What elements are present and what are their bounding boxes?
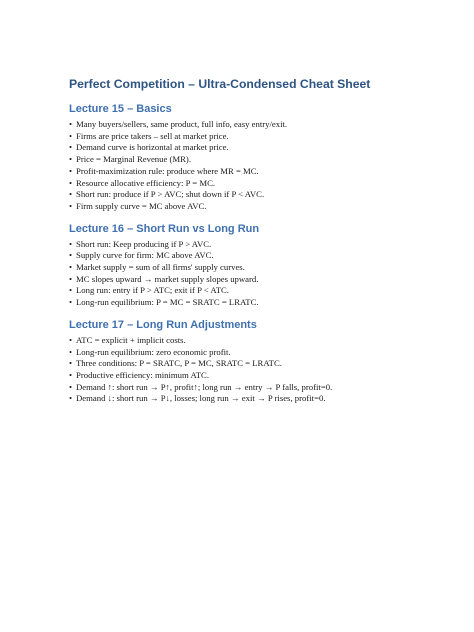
list-item-text: MC slopes upward → market supply slopes upward. [76,273,259,284]
bullet-icon: • [69,165,73,176]
bullet-icon: • [69,200,73,211]
list-item-text: Resource allocative efficiency: P = MC. [76,177,216,188]
list-item [69,131,459,143]
bullet-icon: • [69,119,73,129]
bullet-icon: • [69,334,73,345]
list-item-text: Demand curve is horizontal at market price. [76,142,229,153]
bullet-icon: • [69,285,73,296]
list-item [69,382,459,394]
list-item [69,189,459,201]
bullet-icon: • [69,250,73,261]
list-item-text: Firms are price takers – sell at market price. [76,130,229,141]
bullet-icon: • [69,346,73,357]
list-item [69,262,459,274]
list-item [69,201,459,213]
list-item [69,393,459,405]
list-item [69,142,459,154]
section-lecture-16 [69,222,459,309]
document-title: Perfect Competition – Ultra-Condensed Cheat Sheet [69,77,371,91]
cheat-sheet-page [69,76,459,414]
list-item-text: Market supply = sum of all firms' supply curves. [76,262,245,273]
bullet-icon: • [69,177,73,188]
bullet-icon: • [69,358,73,369]
list-item [69,154,459,166]
list-item-text: Demand ↑: short run → P↑, profit↑; long run → entry → P falls, profit=0. [76,381,333,392]
bullet-list [69,335,459,405]
list-item [69,119,459,131]
list-item-text: Demand ↓: short run → P↓, losses; long run → exit → P rises, profit=0. [76,393,326,404]
list-item [69,274,459,286]
bullet-icon: • [69,381,73,392]
bullet-icon: • [69,297,73,308]
bullet-icon: • [69,154,73,165]
list-item-text: ATC = explicit + implicit costs. [76,334,186,345]
list-item-text: Long-run equilibrium: P = MC = SRATC = LRATC. [76,297,259,308]
section-heading: Lecture 17 – Long Run Adjustments [69,318,257,331]
list-item [69,347,459,359]
section-lecture-15 [69,102,459,213]
list-item-text: Productive efficiency: minimum ATC. [76,369,210,380]
list-item [69,285,459,297]
list-item-text: Many buyers/sellers, same product, full info, easy entry/exit. [76,119,288,129]
bullet-icon: • [69,130,73,141]
list-item-text: Long-run equilibrium: zero economic profit. [76,346,231,357]
bullet-icon: • [69,393,73,404]
list-item-text: Price = Marginal Revenue (MR). [76,154,191,165]
list-item-text: Short run: Keep producing if P > AVC. [76,238,212,249]
bullet-list [69,239,459,309]
list-item [69,370,459,382]
bullet-icon: • [69,369,73,380]
bullet-icon: • [69,142,73,153]
list-item [69,250,459,262]
list-item [69,358,459,370]
list-item-text: Firm supply curve = MC above AVC. [76,200,207,211]
list-item-text: Three conditions: P = SRATC, P = MC, SRATC = LRATC. [76,358,282,369]
bullet-icon: • [69,189,73,200]
section-heading: Lecture 16 – Short Run vs Long Run [69,222,260,235]
bullet-list [69,119,459,213]
list-item [69,166,459,178]
bullet-icon: • [69,238,73,249]
section-lecture-17 [69,318,459,405]
list-item [69,297,459,309]
list-item [69,178,459,190]
list-item [69,335,459,347]
bullet-icon: • [69,273,73,284]
list-item [69,239,459,251]
list-item-text: Profit-maximization rule: produce where MR = MC. [76,165,259,176]
list-item-text: Supply curve for firm: MC above AVC. [76,250,214,261]
list-item-text: Short run: produce if P > AVC; shut down if P < AVC. [76,189,265,200]
bullet-icon: • [69,262,73,273]
list-item-text: Long run: entry if P > ATC; exit if P < ATC. [76,285,229,296]
section-heading: Lecture 15 – Basics [69,103,172,115]
